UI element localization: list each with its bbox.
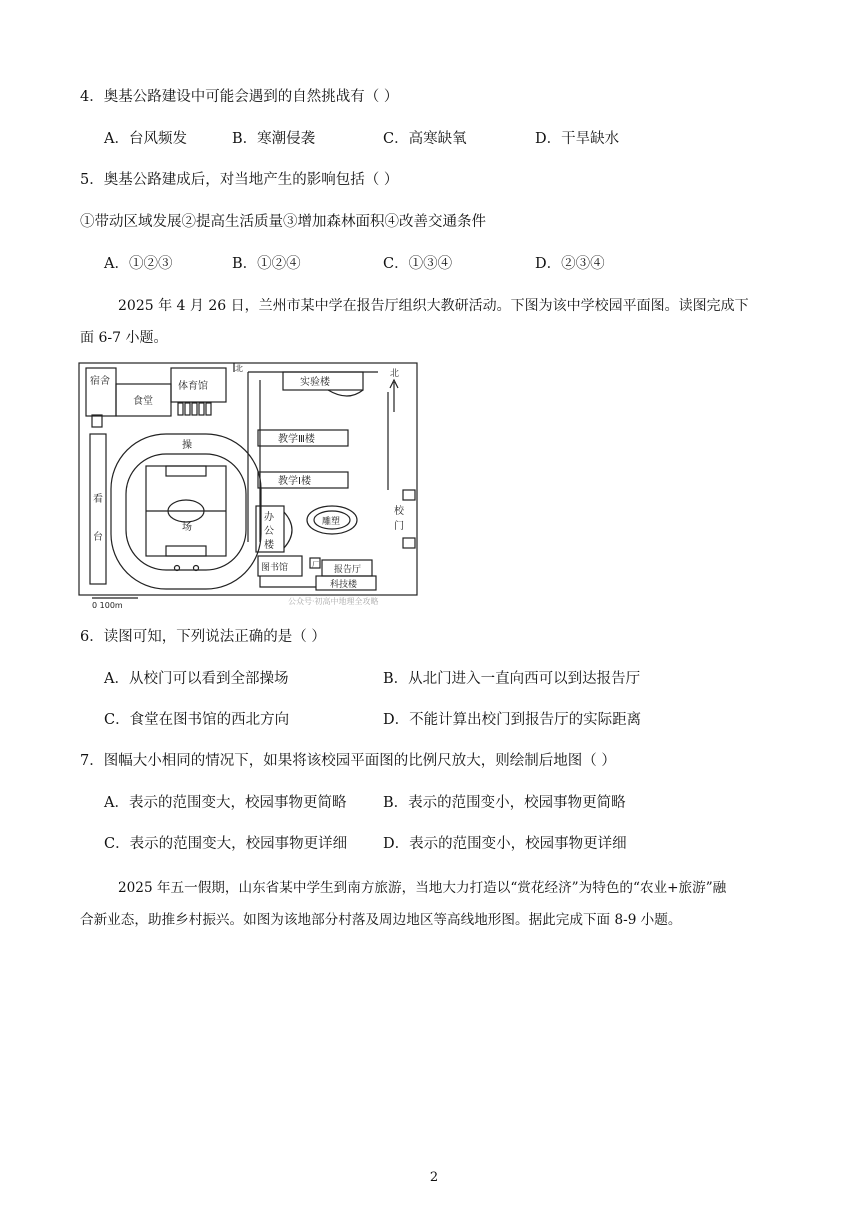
- label-office-1: 办: [264, 512, 274, 523]
- lab-curve: [328, 390, 363, 396]
- small-building: [92, 415, 102, 427]
- label-canteen: 食堂: [133, 396, 153, 407]
- label-dorm: 宿舍: [90, 376, 110, 387]
- label-north-arrow: 北: [390, 369, 400, 379]
- inner-track: [126, 454, 246, 570]
- goal-area-south: [166, 546, 206, 556]
- q5-stem: 5．奥基公路建成后，对当地产生的影响包括（ ）: [80, 172, 399, 188]
- label-office-3: 楼: [264, 540, 274, 551]
- label-gate-1: 校: [394, 506, 404, 517]
- q4-stem: 4．奥基公路建设中可能会遇到的自然挑战有（ ）: [80, 89, 399, 105]
- q6-option-b: B．从北门进入一直向西可以到达报告厅: [383, 671, 641, 687]
- gym-stripes: [178, 403, 211, 415]
- q4-option-d: D．干旱缺水: [535, 131, 620, 147]
- q7-option-c: C．表示的范围变大，校园事物更详细: [104, 836, 348, 852]
- library-path: [260, 576, 316, 587]
- passage2-line1: 2025 年五一假期，山东省某中学生到南方旅游，当地大力打造以“赏花经济”为特色的“农业+旅游”融: [118, 880, 727, 896]
- label-library: 图书馆: [261, 563, 289, 573]
- gate-post-north: [403, 490, 415, 500]
- office-arc: [284, 512, 292, 548]
- q6-option-c: C．食堂在图书馆的西北方向: [104, 712, 290, 728]
- q7-option-d: D．表示的范围变小，校园事物更详细: [383, 836, 627, 852]
- label-gate-2: 门: [394, 521, 404, 532]
- label-office-2: 公: [264, 526, 274, 537]
- q4-option-c: C．高寒缺氧: [383, 131, 467, 147]
- q5-statements: ①带动区域发展②提高生活质量③增加森林面积④改善交通条件: [80, 214, 486, 230]
- label-lab: 实验楼: [300, 377, 330, 388]
- q7-option-a: A．表示的范围变大，校园事物更简略: [104, 795, 347, 811]
- label-small-tag: 厂: [312, 561, 319, 569]
- label-teach1: 教学Ⅰ楼: [278, 476, 311, 487]
- page-number: 2: [429, 1170, 439, 1185]
- watermark: 公众号·初高中地理全攻略: [288, 597, 379, 606]
- q6-option-d: D．不能计算出校门到报告厅的实际距离: [383, 712, 642, 728]
- q5-option-d: D．②③④: [535, 256, 605, 272]
- q5-option-b: B．①②④: [232, 256, 301, 272]
- q6-stem: 6．读图可知，下列说法正确的是（ ）: [80, 629, 326, 645]
- passage1-line1: 2025 年 4 月 26 日，兰州市某中学在报告厅组织大教研活动。下图为该中学校园平面图。读图完成下: [118, 298, 749, 314]
- q7-option-b: B．表示的范围变小，校园事物更简略: [383, 795, 626, 811]
- label-north-top: 北: [235, 364, 243, 373]
- label-hall: 报告厅: [334, 565, 362, 575]
- goal-area-north: [166, 466, 206, 476]
- q4-option-b: B．寒潮侵袭: [232, 131, 316, 147]
- label-field-2: 场: [182, 522, 192, 533]
- label-field-1: 操: [182, 440, 192, 451]
- label-tech: 科技楼: [330, 580, 358, 590]
- label-teach3: 教学Ⅲ楼: [278, 434, 315, 445]
- passage2-line2: 合新业态，助推乡村振兴。如图为该地部分村落及周边地区等高线地形图。据此完成下面 8-9 小题。: [80, 912, 682, 928]
- q5-option-a: A．①②③: [104, 256, 173, 272]
- campus-map: [78, 362, 420, 610]
- q6-option-a: A．从校门可以看到全部操场: [104, 671, 289, 687]
- label-scale: 0 100m: [92, 601, 123, 610]
- stand-building: [90, 434, 106, 584]
- label-gym: 体育馆: [178, 381, 208, 392]
- gate-post-south: [403, 538, 415, 548]
- q7-stem: 7．图幅大小相同的情况下，如果将该校园平面图的比例尺放大，则绘制后地图（ ）: [80, 753, 616, 769]
- label-sculpture: 雕塑: [322, 517, 341, 527]
- passage1-line2: 面 6-7 小题。: [80, 330, 168, 346]
- label-stand-2: 台: [93, 532, 103, 543]
- label-stand-1: 看: [93, 494, 103, 505]
- q4-option-a: A．台风频发: [104, 131, 187, 147]
- q5-option-c: C．①③④: [383, 256, 453, 272]
